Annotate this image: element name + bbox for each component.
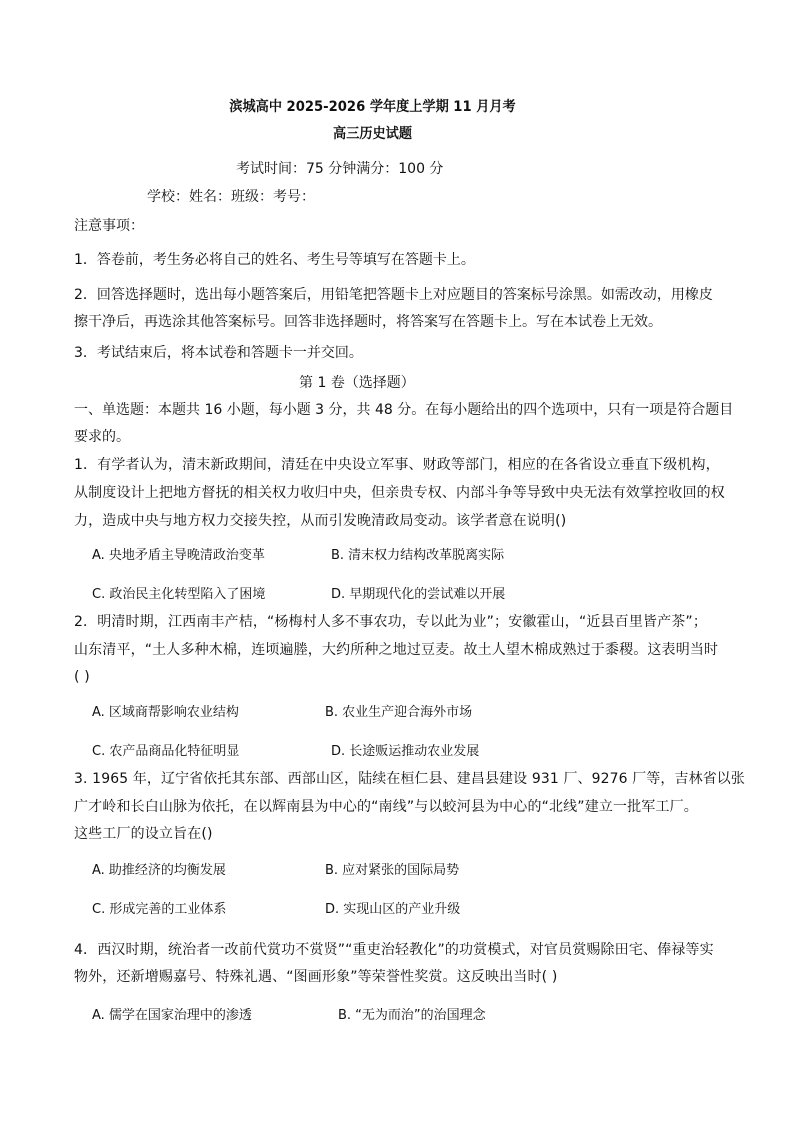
option-b: B. 清末权力结构改革脱离实际 [331, 548, 505, 563]
notice-item: 3．考试结束后，将本试卷和答题卡一并交回。 [74, 345, 363, 361]
question-text: 2．明清时期，江西南丰产桔，“杨梅村人多不事农功，专以此为业”；安徽霍山，“近县百里皆产茶”； [74, 614, 707, 630]
option-c: C. 农产品商品化特征明显 [92, 744, 240, 759]
option-d: D. 早期现代化的尝试难以开展 [331, 587, 506, 602]
question-text: 物外，还新增赐嘉号、特殊礼遇、“图画形象”等荣誉性奖赏。这反映出当时( ) [74, 969, 558, 985]
section-title: 第 1 卷（选择题） [299, 375, 415, 391]
question-text: ( ) [74, 669, 90, 685]
option-a: A. 区域商帮影响农业结构 [92, 705, 239, 720]
question-text: 这些工厂的设立旨在() [74, 826, 213, 842]
option-b: B. 应对紧张的国际局势 [325, 863, 460, 878]
student-info-fields: 学校：姓名：班级：考号： [147, 189, 315, 205]
option-b: B. “无为而治”的治国理念 [338, 1008, 486, 1023]
exam-time-info: 考试时间：75 分钟满分：100 分 [236, 161, 444, 177]
option-d: D. 实现山区的产业升级 [325, 902, 461, 917]
notice-item: 2．回答选择题时，选出每小题答案后，用铅笔把答题卡上对应题目的答案标号涂黑。如需改动，用橡皮 [74, 287, 713, 303]
question-text: 3. 1965 年，辽宁省依托其东部、西部山区，陆续在桓仁县、建昌县建设 931 厂、9276 厂等，吉林省以张 [74, 771, 745, 787]
question-text: 4．西汉时期，统治者一改前代赏功不赏贤”“重吏治轻教化”的功赏模式，对官员赏赐除田宅、俸禄等实 [74, 942, 714, 958]
exam-subject: 高三历史试题 [333, 126, 412, 142]
exam-title: 滨城高中 2025-2026 学年度上学期 11 月月考 [229, 99, 516, 115]
notice-item: 1．答卷前，考生务必将自己的姓名、考生号等填写在答题卡上。 [74, 252, 475, 268]
option-d: D. 长途贩运推动农业发展 [331, 744, 480, 759]
section-instruction: 一、单选题：本题共 16 小题，每小题 3 分，共 48 分。在每小题给出的四个选项中，只有一项是符合题目 [74, 402, 734, 418]
option-c: C. 形成完善的工业体系 [92, 902, 227, 917]
section-instruction: 要求的。 [74, 429, 130, 445]
notice-heading: 注意事项： [74, 218, 144, 234]
option-c: C. 政治民主化转型陷入了困境 [92, 587, 266, 602]
question-text: 从制度设计上把地方督抚的相关权力收归中央，但亲贵专权、内部斗争等导致中央无法有效掌控收回的权 [74, 485, 725, 501]
option-b: B. 农业生产迎合海外市场 [325, 705, 473, 720]
option-a: A. 央地矛盾主导晚清政治变革 [92, 548, 265, 563]
question-text: 力，造成中央与地方权力交接失控，从而引发晚清政局变动。该学者意在说明() [74, 513, 567, 529]
question-text: 山东清平，“土人多种木棉，连顷遍塍，大约所种之地过豆麦。故土人望木棉成熟过于黍稷。这表明当时 [74, 642, 719, 658]
option-a: A. 儒学在国家治理中的渗透 [92, 1008, 252, 1023]
question-text: 1．有学者认为，清末新政期间，清廷在中央设立军事、财政等部门，相应的在各省设立垂直下级机构， [74, 457, 720, 473]
notice-item: 擦干净后，再选涂其他答案标号。回答非选择题时，将答案写在答题卡上。写在本试卷上无效。 [74, 314, 662, 330]
option-a: A. 助推经济的均衡发展 [92, 863, 226, 878]
question-text: 广才岭和长白山脉为依托，在以辉南县为中心的“南线”与以蛟河县为中心的“北线”建立一批军工厂。 [74, 799, 698, 815]
